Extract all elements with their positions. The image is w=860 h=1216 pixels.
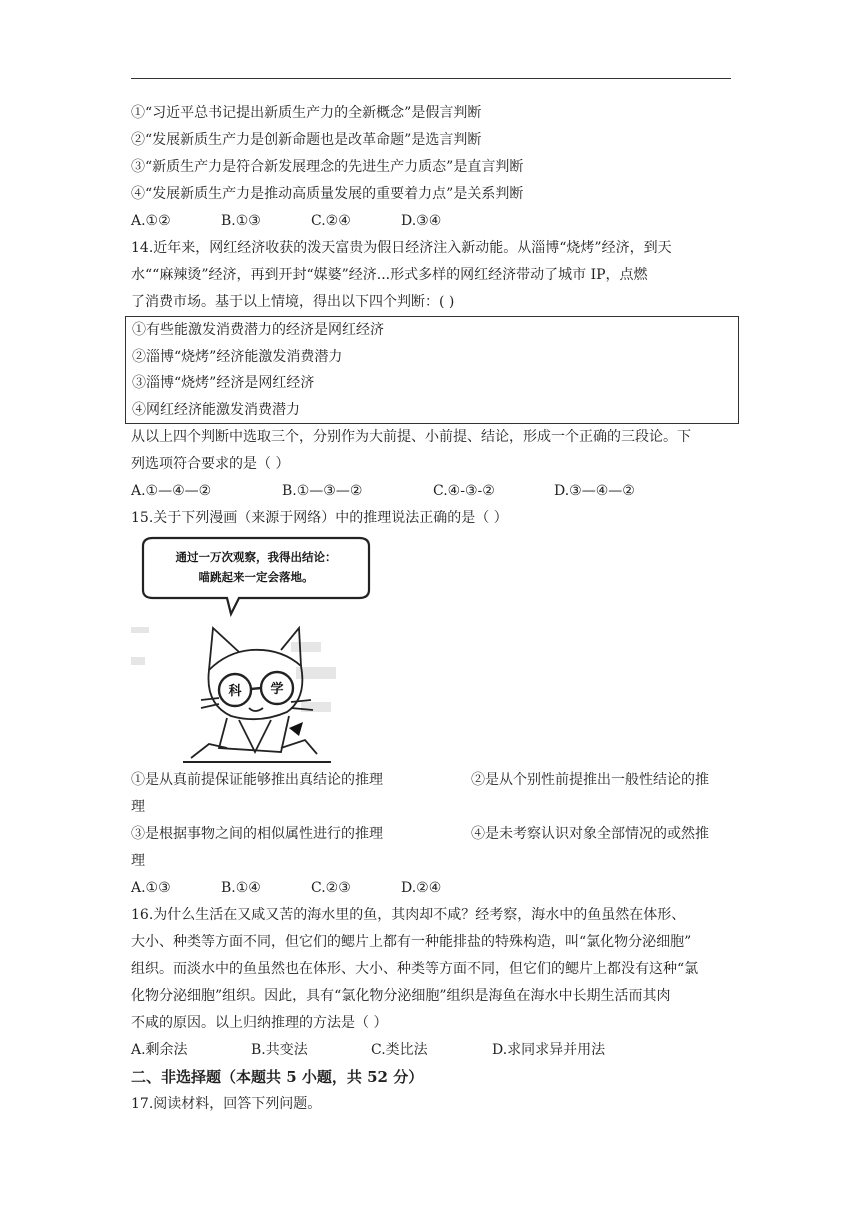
q13-option-b: B.①③ — [221, 213, 261, 229]
q15-stem: 15.关于下列漫画（来源于网络）中的推理说法正确的是（ ） — [131, 510, 508, 526]
q14-options — [131, 478, 731, 505]
q15-option-a: A.①③ — [131, 880, 171, 896]
q14-judgement-4: ④网红经济能激发消费潜力 — [132, 401, 300, 418]
q14-option-d: D.③—④—② — [554, 483, 635, 499]
q14-judgement-1: ①有些能激发消费潜力的经济是网红经济 — [132, 322, 384, 338]
document-page — [131, 100, 731, 1118]
q16-line-2: 大小、种类等方面不同，但它们的鳃片上都有一种能排盐的特殊构造，叫“氯化物分泌细胞” — [131, 934, 692, 950]
q16-line-5: 不咸的原因。以上归纳推理的方法是（ ） — [131, 1015, 388, 1031]
q13-option-a: A.①② — [131, 213, 171, 229]
q13-statement-3: ③“新质生产力是符合新发展理念的先进生产力质态”是直言判断 — [131, 159, 524, 175]
q14-judgement-2: ②淄博“烧烤”经济能激发消费潜力 — [132, 348, 343, 365]
q13-options — [131, 208, 731, 235]
q16-option-b: B.共变法 — [251, 1042, 308, 1058]
q17-stem: 17.阅读材料，回答下列问题。 — [131, 1096, 322, 1112]
q14-option-c: C.④-③-② — [433, 483, 495, 499]
cat-body — [219, 716, 289, 752]
speech-bubble-line-2: 喵跳起来一定会落地。 — [198, 570, 314, 584]
q15-choice-4: ④是未考察认识对象全部情况的或然推 — [471, 826, 709, 842]
cat-head — [208, 650, 302, 719]
cat-scientist-cartoon — [131, 532, 731, 767]
q15-choice-row-2 — [131, 821, 731, 848]
q16-option-d: D.求同求异并用法 — [492, 1042, 606, 1058]
q15-choice-row-1 — [131, 767, 731, 794]
q14-judgement-box — [125, 316, 739, 424]
section-2-heading: 二、非选择题（本题共 5 小题，共 52 分） — [131, 1068, 424, 1086]
q16-option-a: A.剩余法 — [131, 1042, 188, 1058]
q15-options — [131, 875, 731, 902]
left-ear — [209, 628, 239, 670]
glasses-label-right: 学 — [270, 682, 284, 697]
q15-option-b: B.①④ — [221, 880, 261, 896]
q13-option-d: D.③④ — [401, 213, 442, 229]
q14-option-a: A.①—④—② — [131, 483, 212, 499]
q15-choice-2-wrap: 理 — [131, 799, 145, 815]
bow-tie — [289, 722, 303, 736]
q14-option-b: B.①—③—② — [282, 483, 363, 499]
q13-statement-4: ④“发展新质生产力是推动高质量发展的重要着力点”是关系判断 — [131, 186, 524, 202]
q14-stem-line-3: 了消费市场。基于以上情境，得出以下四个判断：( ) — [131, 294, 455, 310]
q14-after-line-1: 从以上四个判断中选取三个，分别作为大前提、小前提、结论，形成一个正确的三段论。下 — [131, 429, 691, 445]
q16-option-c: C.类比法 — [371, 1042, 428, 1058]
q14-judgement-3: ③淄博“烧烤”经济是网红经济 — [132, 375, 315, 391]
q15-option-d: D.②④ — [401, 880, 442, 896]
glasses-label-left: 科 — [228, 684, 242, 699]
speech-bubble-line-1: 通过一万次观察，我得出结论： — [175, 550, 337, 564]
q13-option-c: C.②④ — [311, 213, 351, 229]
q15-option-c: C.②③ — [311, 880, 351, 896]
q13-statement-2: ②“发展新质生产力是创新命题也是改革命题”是选言判断 — [131, 132, 482, 148]
q14-stem-line-1: 14.近年来，网红经济收获的泼天富贵为假日经济注入新动能。从淄博“烧烤”经济，到天 — [131, 240, 672, 256]
cat-mouth — [249, 708, 263, 711]
q16-options — [131, 1037, 731, 1064]
q16-line-1: 16.为什么生活在又咸又苦的海水里的鱼，其肉却不咸？经考察，海水中的鱼虽然在体形、 — [131, 907, 686, 923]
q15-choice-2: ②是从个别性前提推出一般性结论的推 — [471, 772, 709, 788]
q16-line-4: 化物分泌细胞”组织。因此，具有“氯化物分泌细胞”组织是海鱼在海水中长期生活而其肉 — [131, 988, 671, 1004]
cartoon-illustration — [131, 532, 381, 767]
q16-line-3: 组织。而淡水中的鱼虽然也在体形、大小、种类等方面不同，但它们的鳃片上都没有这种“氯 — [131, 961, 699, 977]
background-smudge — [131, 627, 336, 712]
q15-choice-3: ③是根据事物之间的相似属性进行的推理 — [131, 826, 383, 842]
glasses-bridge — [251, 688, 261, 689]
q15-choice-1: ①是从真前提保证能够推出真结论的推理 — [131, 772, 383, 788]
q14-after-line-2: 列选项符合要求的是（ ） — [131, 456, 290, 472]
q13-statement-1: ①“习近平总书记提出新质生产力的全新概念”是假言判断 — [131, 105, 482, 121]
lab-coat-collar — [239, 720, 271, 752]
q14-stem-line-2: 水““麻辣烫”经济，再到开封“媒婆”经济...形式多样的网红经济带动了城市 IP，点燃 — [131, 267, 648, 283]
header-rule — [131, 78, 731, 79]
q15-choice-4-wrap: 理 — [131, 853, 145, 869]
